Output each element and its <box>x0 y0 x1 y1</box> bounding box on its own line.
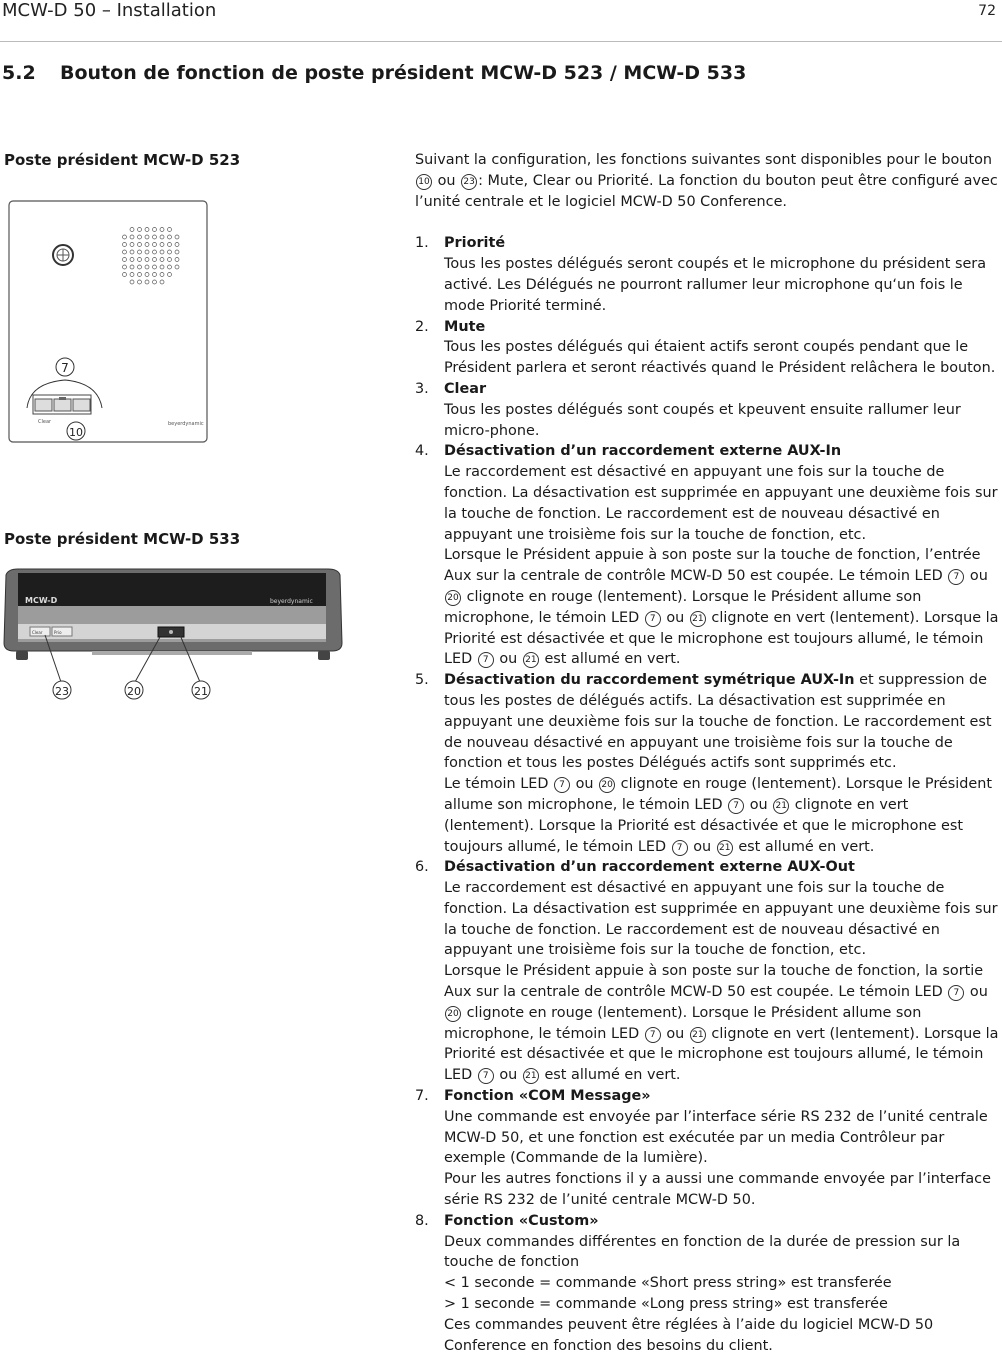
led-indicator <box>169 630 173 634</box>
section-number: 5.2 <box>2 62 36 84</box>
foot-left <box>16 651 28 660</box>
intro-paragraph: Suivant la configuration, les fonctions suivantes sont disponibles pour le bouton 10 ou 23 : Mute, Clear ou Priorité. La fonction du bouton peut être configuré avec l’unité centrale et le logiciel MCW-D 50 Conference. <box>415 152 998 210</box>
list-item: 3. Clear Tous les postes délégués sont coupés et kpeuvent ensuite rallumer leur micro-phone. <box>415 380 961 439</box>
list-item: 7. Fonction «COM Message» Une commande est envoyée par l’interface série RS 232 de l’unité centrale MCW-D 50, et une fonction est exécutée par un media Contrôleur par exemple (Commande de la lumière). Pour les autres fonctions il y a aussi une commande envoyée par l’interface série RS 232 de l’unité centrale MCW-D 50. <box>415 1088 991 1209</box>
clear-label: Clear <box>32 630 43 635</box>
label-7: 7 <box>61 361 69 375</box>
header-divider <box>0 41 1002 42</box>
figure1-mcw-d523-illustration <box>0 195 215 450</box>
figure2-mcw-d533-illustration <box>0 565 345 698</box>
clear-label: Clear <box>38 419 52 425</box>
label-23: 23 <box>55 685 69 698</box>
list-item: 6. Désactivation d’un raccordement externe AUX-Out Le raccordement est désactivé en appuyant une fois sur la touche de fonction. La désactivation est supprimée en appuyant une deuxième fois sur la touche de fonction. Le raccordement est de nouveau désactivé en appuyant une troisième fois sur la touche de fonction, etc. Lorsque le Président appuie à son poste sur la touche de fonction, la sortie Aux sur la centrale de contrôle MCW-D 50 est coupée. Le témoin LED 7 ou 20 clignote en rouge (lentement). Lorsque le Président allume son microphone, le témoin LED 7 ou 21 clignote en vert (lentement). Lorsque la Priorité est désactivée et que le microphone est toujours allumé, le témoin LED 7 ou 21 est allumé en vert. <box>415 859 999 1084</box>
base-strip <box>92 651 252 655</box>
document-header-title: MCW-D 50 – Installation <box>2 0 217 21</box>
mcw-d-logo: MCW-D <box>25 596 58 605</box>
figure1-caption: Poste président MCW-D 523 <box>4 151 241 169</box>
page-number: 72 <box>978 3 996 19</box>
section-heading <box>2 62 746 84</box>
clear-button[interactable] <box>35 399 52 411</box>
list-item: 1. Priorité Tous les postes délégués seront coupés et le microphone du président sera activé. Les Délégués ne pourront rallumer leur microphone qu‘un fois le mode Priorité terminé. <box>415 235 987 314</box>
foot-right <box>318 651 330 660</box>
figure2-caption: Poste président MCW-D 533 <box>4 530 241 548</box>
mic-button[interactable] <box>73 399 90 411</box>
list-item: 4. Désactivation d’un raccordement externe AUX-In Le raccordement est désactivé en appuyant une fois sur la touche de fonction. La désactivation est supprimée en appuyant une deuxième fois sur la touche de fonction. Le raccordement est de nouveau désactivé en appuyant une troisième fois sur la touche de fonction, etc. Lorsque le Président appuie à son poste sur la touche de fonction, l’entrée Aux sur la centrale de contrôle MCW-D 50 est coupée. Le témoin LED 7 ou 20 clignote en rouge (lentement). Lorsque le Président allume son microphone, le témoin LED 7 ou 21 clignote en vert (lentement). Lorsque la Priorité est désactivée et que le microphone est toujours allumé, le témoin LED 7 ou 21 est allumé en vert. <box>415 443 999 668</box>
body-text <box>415 150 1000 1356</box>
label-10: 10 <box>69 426 83 439</box>
prio-label: Prio <box>54 630 62 635</box>
list-item: 8. Fonction «Custom» Deux commandes différentes en fonction de la durée de pression sur la touche de fonction < 1 seconde = commande «Short press string» est transferée > 1 seconde = commande «Long press string» est transferée Ces commandes peuvent être réglées à l’aide du logiciel MCW-D 50 Conference en fonction des besoins du client. <box>415 1212 961 1354</box>
label-21: 21 <box>194 685 208 698</box>
label-20: 20 <box>127 685 141 698</box>
led-indicator <box>59 397 66 400</box>
function-button[interactable] <box>54 399 71 411</box>
list-item: 2. Mute Tous les postes délégués qui étaient actifs seront coupés pendant que le Président parlera et seront réactivés quand le Président relâchera le bouton. <box>415 318 996 377</box>
brand-label: beyerdynamic <box>168 421 204 427</box>
list-item: 5. Désactivation du raccordement symétrique AUX-In et suppression de tous les postes de délégués actifs. La désactivation est supprimée en appuyant une deuxième fois sur la touche de fonction. Le raccordement est de nouveau désactivé en appuyant une troisième fois sur la touche de fonction et tous les postes Délégués actifs sont supprimés etc. Le témoin LED 7 ou 20 clignote en rouge (lentement). Lorsque le Président allume son microphone, le témoin LED 7 ou 21 clignote en vert (lentement). Lorsque la Priorité est désactivée et que le microphone est toujours allumé, le témoin LED 7 ou 21 est allumé en vert. <box>415 672 993 855</box>
section-title: Bouton de fonction de poste président MCW-D 523 / MCW-D 533 <box>60 62 747 84</box>
mic-socket <box>53 245 73 265</box>
brand-label: beyerdynamic <box>270 598 313 605</box>
